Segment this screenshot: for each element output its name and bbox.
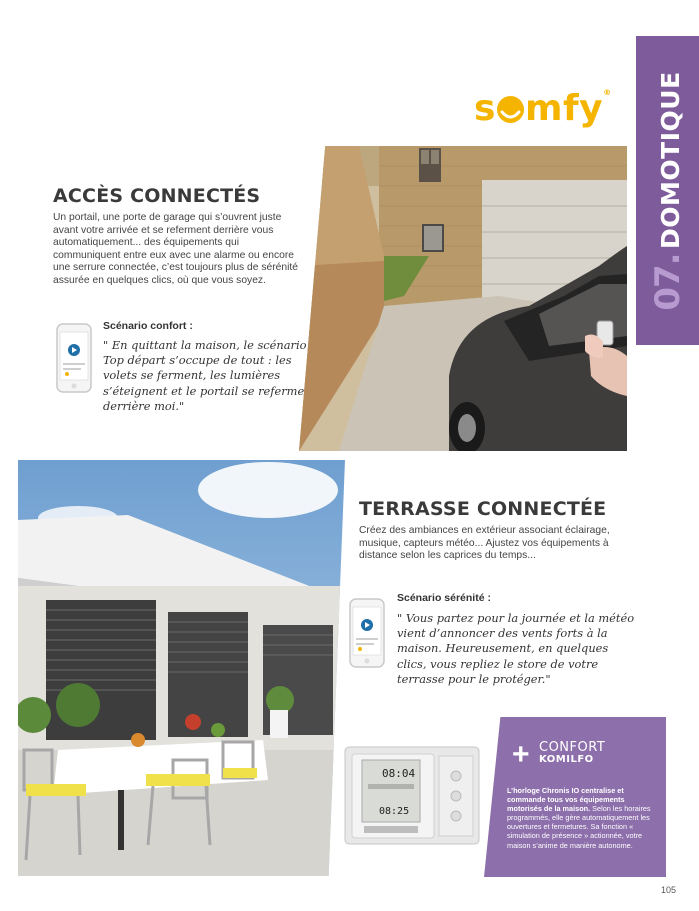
scenario-title-confort: Scénario confort : bbox=[103, 320, 193, 332]
device-time-bottom: 08:25 bbox=[379, 806, 410, 817]
scenario-quote-serenite: " Vous partez pour la journée et la météo vient d’annoncer des vents forts à la maison. Heureusement, en quelques clics, vous repliez le store de votre terrasse pour le protéger." bbox=[397, 611, 635, 686]
terrace-photo bbox=[18, 460, 345, 876]
phone-app-icon bbox=[348, 598, 386, 670]
logo-sun-icon bbox=[497, 96, 524, 123]
somfy-logo: s mfy® bbox=[474, 88, 612, 129]
scenario-quote-confort: " En quittant la maison, le scénario Top départ s’occupe de tout : les volets se ferment, les lumières s’éteignent et le portail se referme derrière moi." bbox=[103, 338, 307, 413]
promo-regular-text: Selon les horaires programmés, elle gère automatiquement les ouvertures et fermetures. Sa fonction « simulation de présence » actionnée, votre maison s’anime de manière autonome. bbox=[507, 804, 651, 850]
section-body-terrasse: Créez des ambiances en extérieur associant éclairage, musique, capteurs météo... Ajustez vos équipements à distance selon les caprices du temps... bbox=[359, 525, 610, 562]
scenario-title-serenite: Scénario sérénité : bbox=[397, 592, 491, 604]
promo-brand: KOMILFO bbox=[539, 754, 594, 765]
promo-bold-text: L’horloge Chronis IO centralise et commande tous vos équipements motorisés de la maison. bbox=[507, 786, 625, 814]
device-time-top: 08:04 bbox=[382, 767, 416, 780]
chapter-title: DOMOTIQUE bbox=[655, 70, 685, 249]
phone-app-icon bbox=[55, 323, 93, 395]
section-body-acces: Un portail, une porte de garage qui s’ouvrent juste avant votre arrivée et se referment derrière vous automatiquement... des équipements qui communiquent entre eux avec une alarme ou encore une serrure connectée, c’est toujours plus de sérénité assurée en quelques clics, où que vous soyez. bbox=[53, 212, 298, 286]
chronis-device bbox=[344, 746, 482, 846]
section-title-acces: ACCÈS CONNECTÉS bbox=[53, 185, 261, 207]
plus-icon: + bbox=[512, 738, 530, 771]
promo-top: CONFORT bbox=[539, 740, 606, 755]
chapter-label bbox=[636, 36, 699, 345]
chapter-number: 07. bbox=[647, 252, 688, 311]
section-title-terrasse: TERRASSE CONNECTÉE bbox=[359, 498, 607, 520]
garage-photo bbox=[299, 146, 627, 451]
page-number: 105 bbox=[661, 885, 677, 895]
promo-text bbox=[507, 786, 657, 850]
